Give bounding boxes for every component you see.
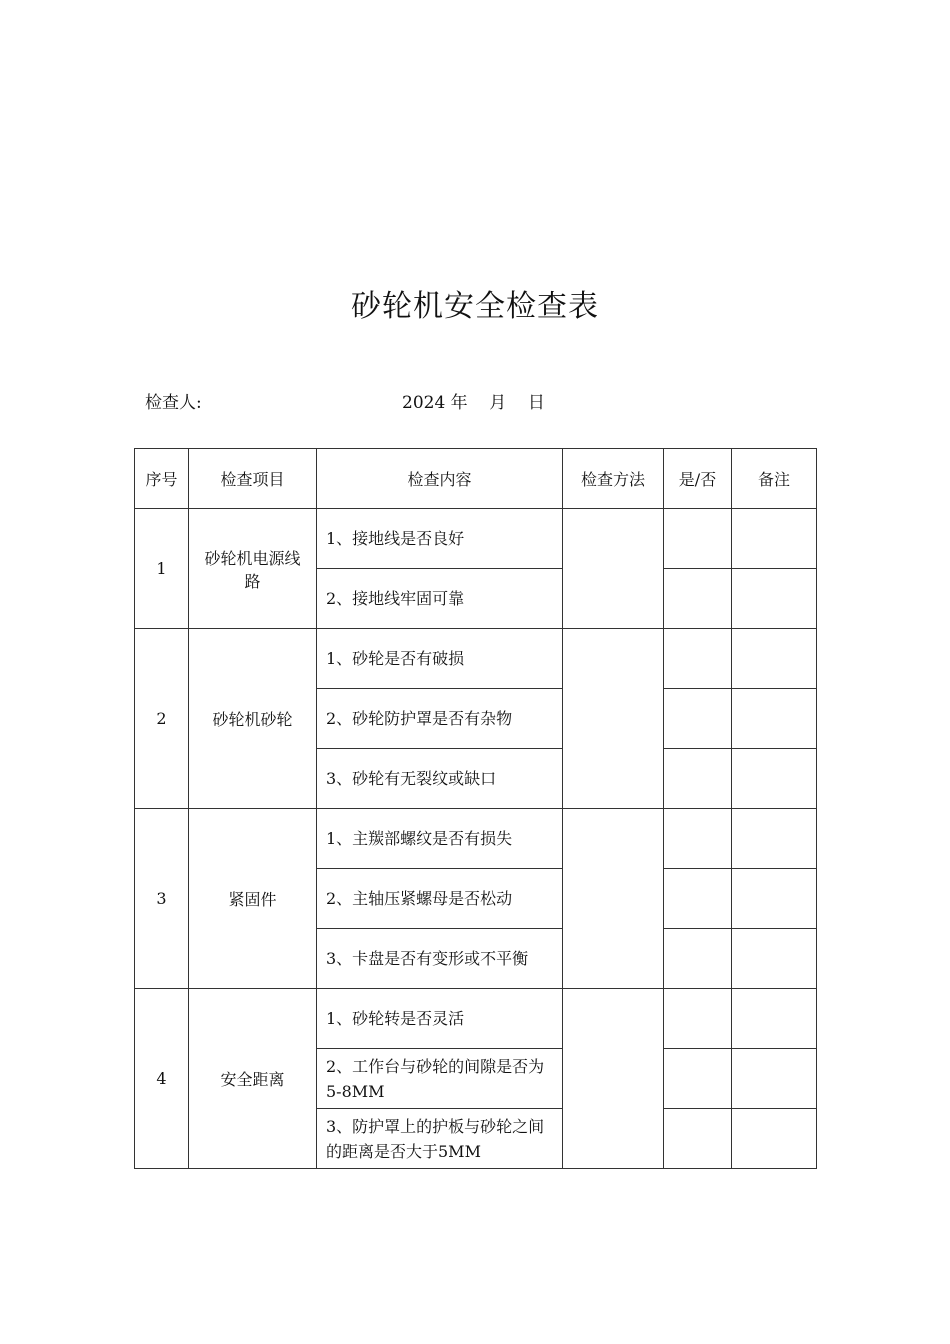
row-number: 1 — [135, 509, 189, 629]
header-remarks: 备注 — [732, 449, 817, 509]
yes-no-cell[interactable] — [664, 509, 732, 569]
header-item: 检查项目 — [189, 449, 317, 509]
remarks-cell[interactable] — [732, 629, 817, 689]
check-content: 1、砂轮是否有破损 — [317, 629, 563, 689]
check-item: 砂轮机电源线路 — [189, 509, 317, 629]
header-no: 序号 — [135, 449, 189, 509]
yes-no-cell[interactable] — [664, 629, 732, 689]
yes-no-cell[interactable] — [664, 929, 732, 989]
yes-no-cell[interactable] — [664, 569, 732, 629]
check-content: 3、砂轮有无裂纹或缺口 — [317, 749, 563, 809]
header-method: 检查方法 — [563, 449, 664, 509]
remarks-cell[interactable] — [732, 929, 817, 989]
method-cell[interactable] — [563, 989, 664, 1169]
header-content: 检查内容 — [317, 449, 563, 509]
check-content: 3、卡盘是否有变形或不平衡 — [317, 929, 563, 989]
inspector-label: 检查人: — [145, 393, 202, 413]
check-content: 3、防护罩上的护板与砂轮之间的距离是否大于5MM — [317, 1109, 563, 1169]
remarks-cell[interactable] — [732, 989, 817, 1049]
remarks-cell[interactable] — [732, 1109, 817, 1169]
remarks-cell[interactable] — [732, 1049, 817, 1109]
yes-no-cell[interactable] — [664, 1109, 732, 1169]
yes-no-cell[interactable] — [664, 689, 732, 749]
date-line: 2024 年 月 日 — [402, 393, 545, 413]
row-number: 4 — [135, 989, 189, 1169]
method-cell[interactable] — [563, 629, 664, 809]
check-item: 砂轮机砂轮 — [189, 629, 317, 809]
method-cell[interactable] — [563, 809, 664, 989]
check-item: 安全距离 — [189, 989, 317, 1169]
check-content: 2、主轴压紧螺母是否松动 — [317, 869, 563, 929]
table-row — [135, 989, 817, 1049]
check-content: 1、接地线是否良好 — [317, 509, 563, 569]
row-number: 3 — [135, 809, 189, 989]
check-item: 紧固件 — [189, 809, 317, 989]
method-cell[interactable] — [563, 509, 664, 629]
remarks-cell[interactable] — [732, 569, 817, 629]
header-yes-no: 是/否 — [664, 449, 732, 509]
yes-no-cell[interactable] — [664, 749, 732, 809]
yes-no-cell[interactable] — [664, 869, 732, 929]
yes-no-cell[interactable] — [664, 989, 732, 1049]
row-number: 2 — [135, 629, 189, 809]
remarks-cell[interactable] — [732, 809, 817, 869]
table-header-row — [135, 449, 817, 509]
yes-no-cell[interactable] — [664, 1049, 732, 1109]
page-title: 砂轮机安全检查表 — [351, 289, 599, 324]
remarks-cell[interactable] — [732, 689, 817, 749]
remarks-cell[interactable] — [732, 509, 817, 569]
check-content: 1、主羰部螺纹是否有损失 — [317, 809, 563, 869]
check-content: 2、接地线牢固可靠 — [317, 569, 563, 629]
check-content: 2、砂轮防护罩是否有杂物 — [317, 689, 563, 749]
remarks-cell[interactable] — [732, 869, 817, 929]
table-row — [135, 629, 817, 689]
remarks-cell[interactable] — [732, 749, 817, 809]
check-content: 2、工作台与砂轮的间隙是否为5-8MM — [317, 1049, 563, 1109]
table-row — [135, 509, 817, 569]
table-row — [135, 809, 817, 869]
check-content: 1、砂轮转是否灵活 — [317, 989, 563, 1049]
inspection-table — [134, 448, 817, 1169]
yes-no-cell[interactable] — [664, 809, 732, 869]
